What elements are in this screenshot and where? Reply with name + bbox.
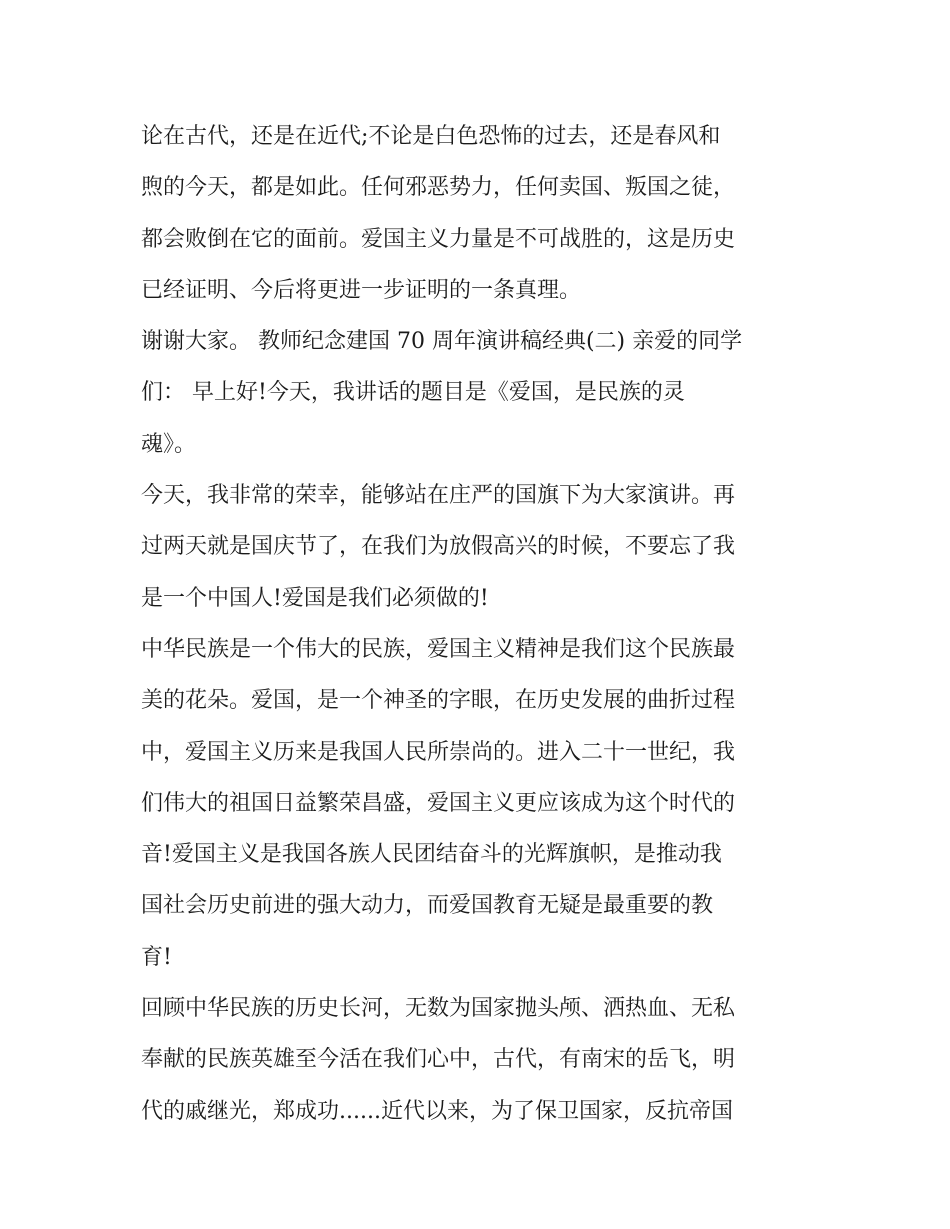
text-line: 今天，我非常的荣幸，能够站在庄严的国旗下为大家演讲。再 xyxy=(141,483,736,509)
text-line: 过两天就是国庆节了，在我们为放假高兴的时候，不要忘了我 xyxy=(141,534,736,560)
text-line: 国社会历史前进的强大动力，而爱国教育无疑是最重要的教 xyxy=(141,893,714,919)
text-line: 中华民族是一个伟大的民族，爱国主义精神是我们这个民族最 xyxy=(141,636,736,662)
text-line: 们： 早上好!今天，我讲话的题目是《爱国，是民族的灵 xyxy=(141,380,685,406)
text-line: 是一个中国人!爱国是我们必须做的! xyxy=(141,585,489,611)
text-line: 代的戚继光，郑成功......近代以来，为了保卫国家，反抗帝国 xyxy=(141,1098,733,1124)
text-line: 已经证明、今后将更进一步证明的一条真理。 xyxy=(141,277,582,303)
text-line: 美的花朵。爱国，是一个神圣的字眼，在历史发展的曲折过程 xyxy=(141,688,736,714)
text-line: 论在古代，还是在近代;不论是白色恐怖的过去，还是春风和 xyxy=(141,124,721,149)
text-line: 都会败倒在它的面前。爱国主义力量是不可战胜的，这是历史 xyxy=(141,226,736,252)
text-line: 魂》。 xyxy=(141,431,197,457)
text-line: 谢谢大家。 教师纪念建国 70 周年演讲稿经典(二) 亲爱的同学 xyxy=(141,329,743,355)
text-line: 奉献的民族英雄至今活在我们心中，古代，有南宋的岳飞，明 xyxy=(141,1047,736,1073)
speech-text xyxy=(141,111,821,1137)
text-line: 音!爱国主义是我国各族人民团结奋斗的光辉旗帜，是推动我 xyxy=(141,842,722,868)
text-line: 回顾中华民族的历史长河，无数为国家抛头颅、洒热血、无私 xyxy=(141,996,736,1022)
text-line: 们伟大的祖国日益繁荣昌盛，爱国主义更应该成为这个时代的 xyxy=(141,790,736,816)
text-line: 中，爱国主义历来是我国人民所崇尚的。进入二十一世纪，我 xyxy=(141,739,736,765)
text-line: 育! xyxy=(141,944,172,970)
text-line: 煦的今天，都是如此。任何邪恶势力，任何卖国、叛国之徒， xyxy=(141,175,736,201)
